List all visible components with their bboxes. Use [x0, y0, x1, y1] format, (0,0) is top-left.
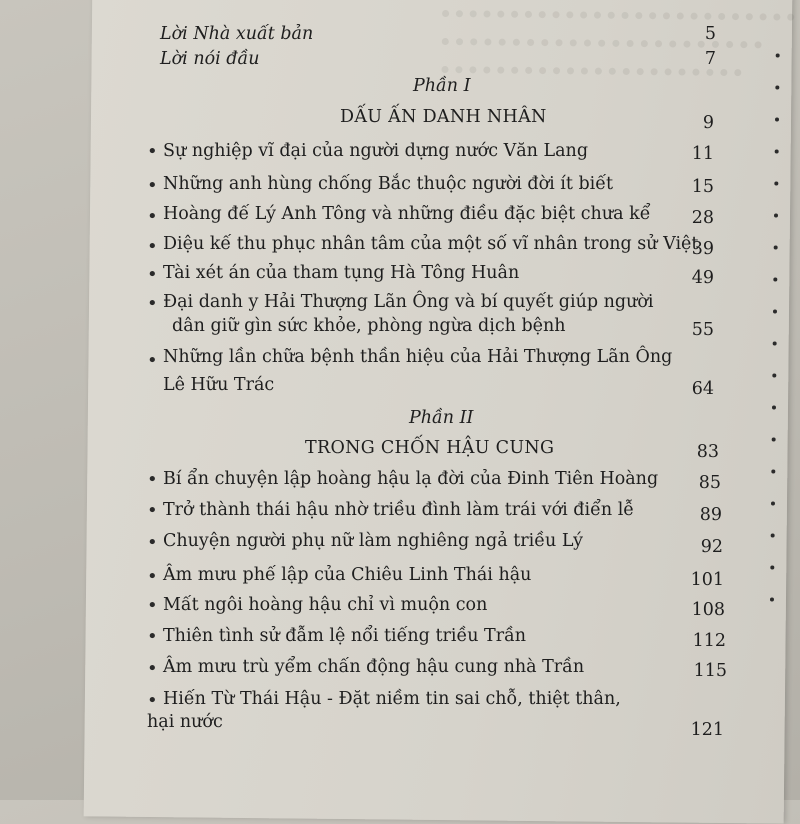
toc-entry-page: 121	[690, 720, 724, 740]
toc-entry-page: 115	[693, 661, 727, 681]
part-heading: DẤU ẤN DANH NHÂN	[340, 107, 547, 127]
toc-entry-title: Hiến Từ Thái Hậu - Đặt niềm tin sai chỗ, thiệt thân,	[163, 689, 621, 709]
toc-entry-title: Tài xét án của tham tụng Hà Tông Huân	[163, 263, 520, 283]
bullet-icon: •	[147, 690, 158, 711]
toc-entry-title: Lời Nhà xuất bản	[160, 24, 314, 44]
toc-entry-page: 15	[691, 177, 714, 197]
toc-entry-title: Những anh hùng chống Bắc thuộc người đời ít biết	[163, 174, 614, 194]
toc-entry-title: Hoàng đế Lý Anh Tông và những điều đặc biệt chưa kể	[163, 204, 651, 224]
toc-entry-page: 11	[691, 144, 714, 164]
toc-entry-page: 112	[692, 631, 726, 651]
toc-entry-title: Trở thành thái hậu nhờ triều đình làm trái với điển lễ	[163, 500, 635, 520]
toc-entry-page: 55	[691, 320, 714, 340]
bullet-icon: •	[147, 293, 158, 314]
toc-entry-title: Những lần chữa bệnh thần hiệu của Hải Thượng Lãn Ông	[163, 347, 673, 367]
toc-entry-title: Âm mưu phế lập của Chiêu Linh Thái hậu	[163, 565, 532, 585]
toc-entry-title-continued: Lê Hữu Trác	[163, 375, 275, 395]
bullet-icon: •	[147, 566, 158, 587]
bullet-icon: •	[147, 236, 158, 257]
part-label: Phần I	[413, 76, 471, 96]
bullet-icon: •	[147, 206, 158, 227]
bullet-icon: •	[147, 658, 158, 679]
part-heading: TRONG CHỐN HẬU CUNG	[305, 438, 555, 458]
bullet-icon: •	[147, 532, 158, 553]
bullet-icon: •	[147, 469, 158, 490]
toc-entry-title: Đại danh y Hải Thượng Lãn Ông và bí quyết giúp người	[163, 292, 654, 312]
part-label: Phần II	[409, 408, 474, 428]
toc-entry-title: Lời nói đầu	[160, 49, 260, 69]
toc-entry-title: Sự nghiệp vĩ đại của người dựng nước Văn Lang	[163, 141, 589, 161]
toc-entry-page: 92	[700, 537, 723, 557]
bullet-icon: •	[147, 500, 158, 521]
toc-entry-title: Diệu kế thu phục nhân tâm của một số vĩ nhân trong sử Việt	[163, 234, 699, 254]
toc-entry-title: Thiên tình sử đẫm lệ nổi tiếng triều Trần	[163, 626, 527, 646]
toc-entry-title: Chuyện người phụ nữ làm nghiêng ngả triều Lý	[163, 531, 584, 551]
bullet-icon: •	[147, 175, 158, 196]
toc-entry-page: 39	[691, 239, 714, 259]
bullet-icon: •	[147, 626, 158, 647]
toc-entry-page: 101	[690, 570, 724, 590]
part-heading-page: 83	[696, 442, 719, 462]
toc-entry-page: 7	[704, 49, 716, 69]
bullet-icon: •	[147, 350, 158, 371]
bullet-icon: •	[147, 595, 158, 616]
bullet-icon: •	[147, 141, 158, 162]
toc-entry-page: 64	[691, 379, 714, 399]
toc-entry-page: 49	[691, 268, 714, 288]
toc-entry-page: 28	[691, 208, 714, 228]
toc-entry-title: Bí ẩn chuyện lập hoàng hậu lạ đời của Đinh Tiên Hoàng	[163, 469, 659, 489]
toc-entry-page: 89	[699, 505, 722, 525]
toc-entry-title-continued: dân giữ gìn sức khỏe, phòng ngừa dịch bệnh	[172, 316, 566, 336]
part-heading-page: 9	[702, 113, 714, 133]
toc-entry-page: 85	[698, 473, 721, 493]
toc-entry-title: Mất ngôi hoàng hậu chỉ vì muộn con	[163, 595, 488, 615]
toc-entry-title-continued: hại nước	[147, 712, 223, 732]
toc-entry-title: Âm mưu trù yểm chấn động hậu cung nhà Trần	[163, 657, 585, 677]
toc-entry-page: 5	[704, 24, 716, 44]
toc-entry-page: 108	[691, 600, 725, 620]
bullet-icon: •	[147, 264, 158, 285]
